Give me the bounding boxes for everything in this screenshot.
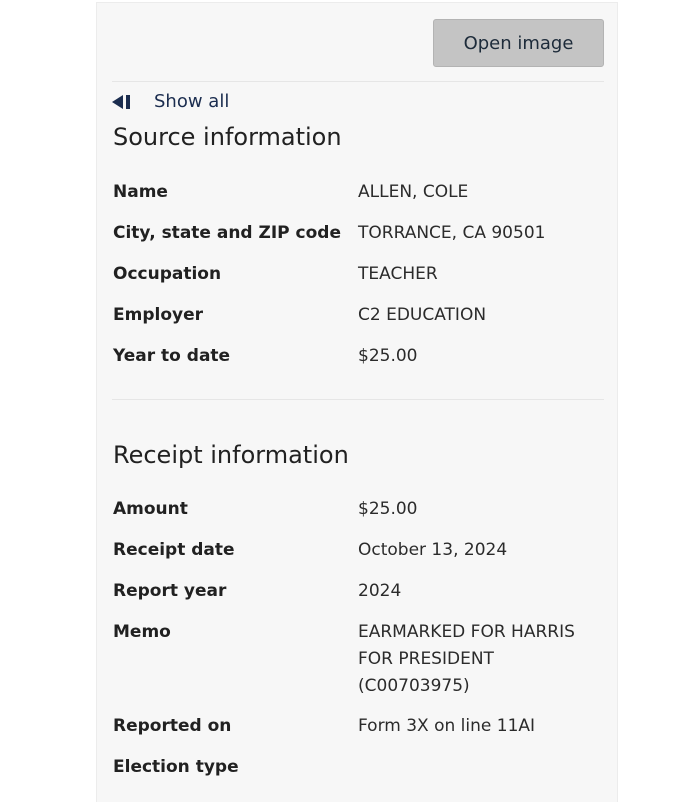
show-all-label: Show all <box>154 91 230 112</box>
row-label: Receipt date <box>113 540 235 560</box>
row-value: ALLEN, COLE <box>358 182 469 202</box>
row-value: $25.00 <box>358 499 418 519</box>
show-all-link[interactable] <box>112 91 229 112</box>
row-value: Form 3X on line 11AI <box>358 716 536 736</box>
row-label: Report year <box>113 581 227 601</box>
row-value: C2 EDUCATION <box>358 305 487 325</box>
row-label: Occupation <box>113 264 222 284</box>
divider <box>112 399 604 400</box>
row-value: $25.00 <box>358 346 418 366</box>
row-value: TEACHER <box>358 264 438 284</box>
row-value: EARMARKED FOR HARRIS FOR PRESIDENT (C00703975) <box>358 622 575 696</box>
row-value: October 13, 2024 <box>358 540 508 560</box>
row-label: Employer <box>113 305 203 325</box>
divider <box>112 81 604 82</box>
receipt-information-title: Receipt information <box>113 441 349 469</box>
row-value: 2024 <box>358 581 402 601</box>
collapse-left-icon <box>112 93 134 111</box>
open-image-button[interactable]: Open image <box>433 19 604 67</box>
row-label: City, state and ZIP code <box>113 223 342 243</box>
detail-panel <box>96 2 618 802</box>
source-information-title: Source information <box>113 123 342 151</box>
row-label: Year to date <box>113 346 231 366</box>
row-label: Name <box>113 182 168 202</box>
row-label: Election type <box>113 757 239 777</box>
row-label: Memo <box>113 622 171 642</box>
row-label: Reported on <box>113 716 232 736</box>
row-label: Amount <box>113 499 188 519</box>
row-value: TORRANCE, CA 90501 <box>358 223 546 243</box>
